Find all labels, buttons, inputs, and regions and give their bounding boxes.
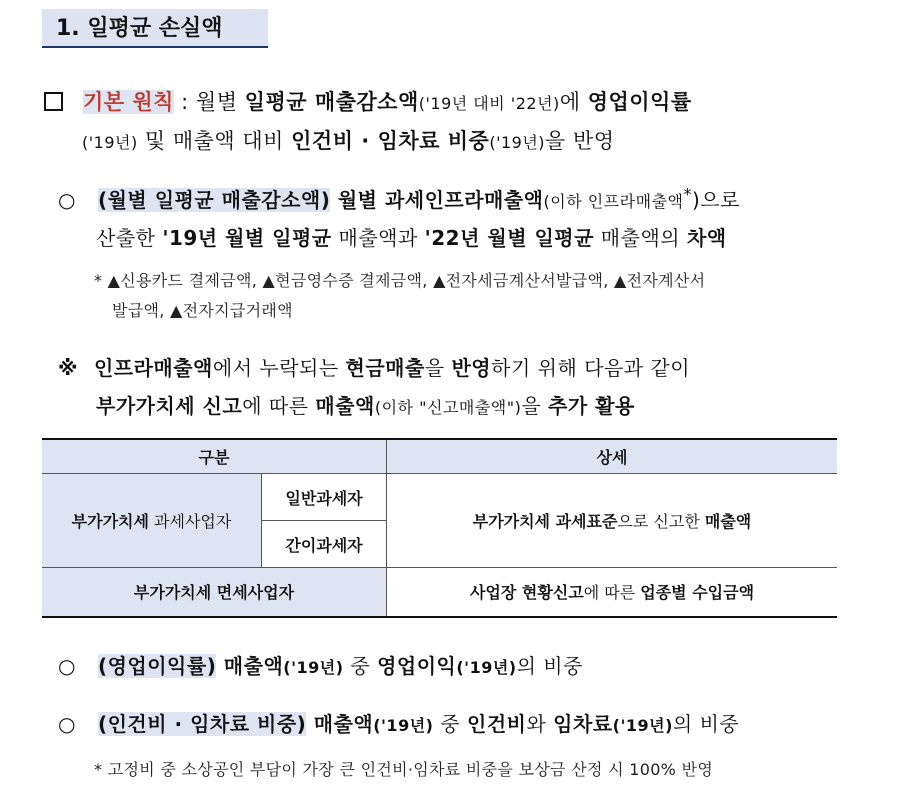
table-cell-taxable-business: 부가가치세 과세사업자 [42,474,262,568]
note-2-line-1: * 고정비 중 소상공인 부담이 가장 큰 인건비·임차료 비중을 보상금 산정 시 100% 반영 [94,760,714,779]
bullet-3-line: ○ (인건비 · 임차료 비중) 매출액('19년) 중 인건비와 임차료('19년)의 비중 [58,712,740,736]
bullet-1-line-2: 산출한 '19년 월별 일평균 매출액과 '22년 월별 일평균 매출액의 차액 [96,226,727,250]
table-cell-exempt-detail: 사업장 현황신고에 따른 업종별 수입금액 [387,568,838,617]
principle-line-1: 기본 원칙 : 월별 일평균 매출감소액('19년 대비 '22년)에 영업이익률 [44,86,692,116]
note-1-line-2: 발급액, ▲전자지급거래액 [112,301,293,320]
section-title: 1. 일평균 손실액 [42,9,268,48]
note-1-line-1: * ▲신용카드 결제금액, ▲현금영수증 결제금액, ▲전자세금계산서발급액, ▲전자계산서 [94,271,706,290]
reference-mark-icon: ※ [58,356,78,380]
table-header-category: 구분 [42,439,387,474]
table-cell-simplified-taxpayer: 간이과세자 [262,521,387,568]
principle-line-2: ('19년) 및 매출액 대비 인건비 · 임차료 비중('19년)을 반영 [82,129,615,153]
checkbox-square-icon [44,92,63,111]
remark-line-1: ※ 인프라매출액에서 누락되는 현금매출을 반영하기 위해 다음과 같이 [58,356,691,380]
circle-bullet-icon: ○ [58,654,76,678]
table-cell-taxable-detail: 부가가치세 과세표준으로 신고한 매출액 [387,474,838,568]
table-header-detail: 상세 [387,439,838,474]
circle-bullet-icon: ○ [58,712,76,736]
bullet-1-line-1: ○ (월별 일평균 매출감소액) 월별 과세인프라매출액(이하 인프라매출액*)으로 [58,184,740,212]
circle-bullet-icon: ○ [58,188,76,212]
remark-line-2: 부가가치세 신고에 따른 매출액(이하 "신고매출액")을 추가 활용 [96,394,635,418]
bullet-2-line: ○ (영업이익률) 매출액('19년) 중 영업이익('19년)의 비중 [58,654,583,678]
table-cell-exempt-business: 부가가치세 면세사업자 [42,568,387,617]
vat-table [42,438,837,618]
table-cell-general-taxpayer: 일반과세자 [262,474,387,521]
principle-heading: 기본 원칙 [83,90,174,114]
